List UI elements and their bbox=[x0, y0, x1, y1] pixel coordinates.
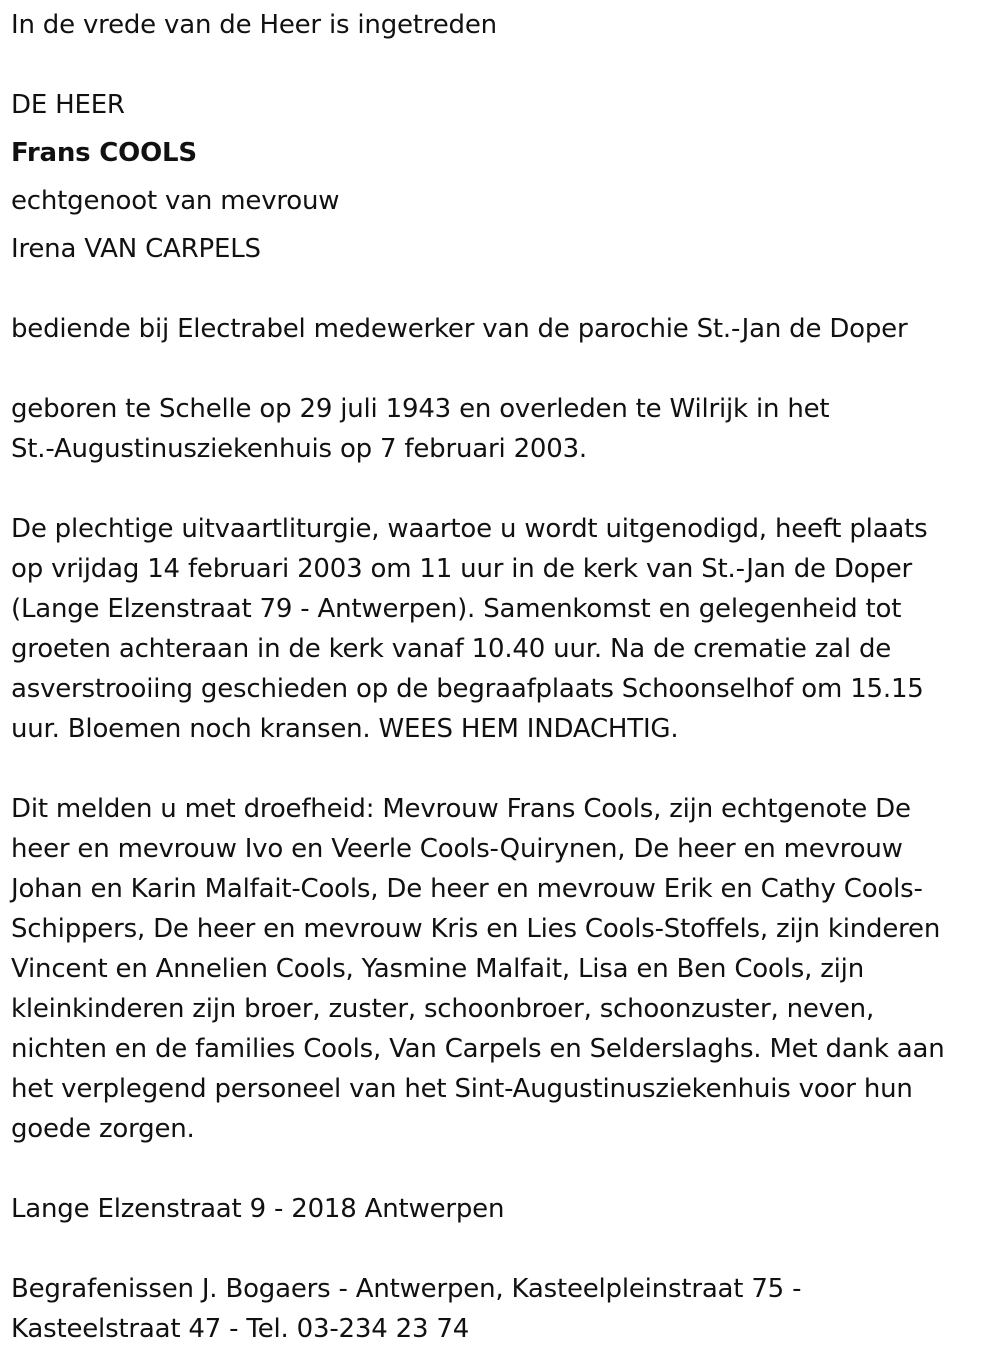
text-line: kleinkinderen zijn broer, zuster, schoonbroer, schoonzuster, neven, bbox=[11, 994, 875, 1024]
text-line: Kasteelstraat 47 - Tel. 03-234 23 74 bbox=[11, 1314, 470, 1344]
text-line: heer en mevrouw Ivo en Veerle Cools-Quirynen, De heer en mevrouw bbox=[11, 834, 903, 864]
spouse-label: echtgenoot van mevrouw bbox=[11, 186, 340, 216]
text-line: het verplegend personeel van het Sint-Augustinusziekenhuis voor hun bbox=[11, 1074, 913, 1104]
spouse-name: Irena VAN CARPELS bbox=[11, 234, 261, 264]
text-line: Johan en Karin Malfait-Cools, De heer en mevrouw Erik en Cathy Cools- bbox=[11, 874, 923, 904]
text-line: (Lange Elzenstraat 79 - Antwerpen). Samenkomst en gelegenheid tot bbox=[11, 594, 902, 624]
deceased-name: Frans COOLS bbox=[11, 138, 197, 168]
text-line: nichten en de families Cools, Van Carpels en Selderslaghs. Met dank aan bbox=[11, 1034, 945, 1064]
text-line: Schippers, De heer en mevrouw Kris en Lies Cools-Stoffels, zijn kinderen bbox=[11, 914, 941, 944]
text-line: goede zorgen. bbox=[11, 1114, 195, 1144]
text-line: geboren te Schelle op 29 juli 1943 en overleden te Wilrijk in het bbox=[11, 394, 830, 424]
text-line: Vincent en Annelien Cools, Yasmine Malfait, Lisa en Ben Cools, zijn bbox=[11, 954, 864, 984]
text-line: Dit melden u met droefheid: Mevrouw Frans Cools, zijn echtgenote De bbox=[11, 794, 911, 824]
address-line: Lange Elzenstraat 9 - 2018 Antwerpen bbox=[11, 1194, 505, 1224]
text-line: asverstrooiing geschieden op de begraafplaats Schoonselhof om 15.15 bbox=[11, 674, 924, 704]
intro-line: In de vrede van de Heer is ingetreden bbox=[11, 10, 497, 40]
salutation: DE HEER bbox=[11, 90, 125, 120]
text-line: De plechtige uitvaartliturgie, waartoe u wordt uitgenodigd, heeft plaats bbox=[11, 514, 928, 544]
occupation-line: bediende bij Electrabel medewerker van de parochie St.-Jan de Doper bbox=[11, 314, 908, 344]
text-line: Begrafenissen J. Bogaers - Antwerpen, Kasteelpleinstraat 75 - bbox=[11, 1274, 802, 1304]
text-line: op vrijdag 14 februari 2003 om 11 uur in de kerk van St.-Jan de Doper bbox=[11, 554, 913, 584]
text-line: groeten achteraan in de kerk vanaf 10.40 uur. Na de crematie zal de bbox=[11, 634, 892, 664]
text-line: St.-Augustinusziekenhuis op 7 februari 2003. bbox=[11, 434, 587, 464]
text-line: uur. Bloemen noch kransen. WEES HEM INDACHTIG. bbox=[11, 714, 679, 744]
